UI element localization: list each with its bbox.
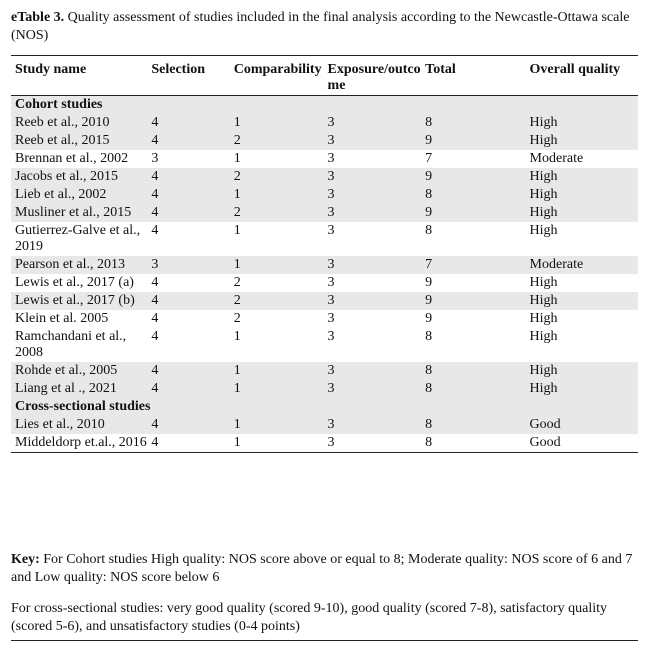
selection-score: 4 [147, 168, 229, 186]
table-row [11, 292, 638, 310]
quality-rating: High [526, 114, 638, 132]
comparability-score: 1 [230, 114, 324, 132]
quality-rating: High [529, 329, 558, 344]
exposure-score: 3 [324, 204, 422, 222]
comparability-score: 1 [230, 380, 324, 398]
exposure-score: 3 [327, 151, 335, 166]
study-name: Gutierrez-Galve et al., 2019 [15, 223, 141, 254]
exposure-score: 3 [327, 311, 335, 326]
table-label: eTable 3. [11, 10, 65, 25]
quality-rating: Moderate [529, 151, 584, 166]
selection-score: 4 [147, 380, 229, 398]
study-name: Klein et al. 2005 [15, 311, 109, 326]
table-row [11, 274, 638, 292]
quality-rating: High [529, 311, 558, 326]
exposure-score: 3 [327, 329, 335, 344]
quality-rating: High [526, 204, 638, 222]
study-name: Reeb et al., 2015 [11, 132, 147, 150]
study-name: Ramchandani et al., 2008 [15, 329, 127, 360]
exposure-score: 3 [324, 132, 422, 150]
total-score: 7 [421, 256, 525, 274]
comparability-score: 1 [233, 151, 241, 166]
bottom-rule [11, 640, 638, 641]
selection-score: 4 [151, 329, 159, 344]
total-score: 8 [421, 416, 525, 434]
comparability-score: 1 [233, 435, 241, 450]
comparability-score: 1 [230, 362, 324, 380]
comparability-score: 1 [230, 186, 324, 204]
selection-score: 4 [147, 204, 229, 222]
total-score: 8 [421, 114, 525, 132]
table-title: Quality assessment of studies included in the final analysis according to the Newcastle-Ottawa scale (NOS) [11, 10, 630, 43]
table-row [11, 186, 638, 204]
header-total: Total [425, 62, 456, 77]
key-text: For Cohort studies High quality: NOS score above or equal to 8; Moderate quality: NOS score of 6 and 7 and Low quality: NOS score below 6 [11, 552, 633, 585]
total-score: 9 [425, 275, 433, 290]
study-name: Pearson et al., 2013 [11, 256, 147, 274]
exposure-score: 3 [324, 168, 422, 186]
comparability-score: 2 [233, 311, 241, 326]
table-row [11, 222, 638, 256]
quality-rating: Good [526, 416, 638, 434]
table-caption [11, 9, 631, 45]
table-row [11, 256, 638, 274]
exposure-score: 3 [327, 275, 335, 290]
selection-score: 4 [147, 186, 229, 204]
study-name: Lies et al., 2010 [11, 416, 147, 434]
selection-score: 4 [151, 435, 159, 450]
quality-rating: High [529, 275, 558, 290]
selection-score: 4 [147, 132, 229, 150]
total-score: 8 [425, 223, 433, 238]
section-label-cohort: Cohort studies [11, 96, 638, 115]
quality-rating: High [526, 132, 638, 150]
table-row [11, 362, 638, 380]
total-score: 8 [425, 329, 433, 344]
header-exposure-outcome: Exposure/outcome [327, 62, 421, 93]
key-label: Key: [11, 552, 40, 567]
comparability-score: 1 [233, 329, 241, 344]
quality-rating: High [526, 186, 638, 204]
selection-score: 4 [147, 114, 229, 132]
comparability-score: 1 [230, 256, 324, 274]
header-row [11, 56, 638, 96]
quality-rating: Good [529, 435, 561, 450]
table-row [11, 204, 638, 222]
exposure-score: 3 [324, 256, 422, 274]
comparability-score: 2 [230, 168, 324, 186]
exposure-score: 3 [324, 380, 422, 398]
comparability-score: 2 [230, 292, 324, 310]
exposure-score: 3 [324, 416, 422, 434]
quality-rating: High [526, 362, 638, 380]
selection-score: 4 [151, 223, 159, 238]
study-name: Musliner et al., 2015 [11, 204, 147, 222]
total-score: 9 [421, 204, 525, 222]
quality-rating: High [526, 380, 638, 398]
study-name: Jacobs et al., 2015 [11, 168, 147, 186]
exposure-score: 3 [324, 114, 422, 132]
exposure-score: 3 [324, 186, 422, 204]
exposure-score: 3 [324, 362, 422, 380]
quality-rating: Moderate [526, 256, 638, 274]
study-name: Lieb et al., 2002 [11, 186, 147, 204]
selection-score: 3 [147, 256, 229, 274]
total-score: 8 [425, 435, 433, 450]
quality-table [11, 55, 638, 453]
study-name: Lewis et al., 2017 (a) [15, 275, 134, 290]
table-row [11, 310, 638, 328]
header-selection: Selection [151, 62, 205, 77]
study-name: Middeldorp et.al., 2016 [15, 435, 147, 450]
study-name: Rohde et al., 2005 [11, 362, 147, 380]
comparability-score: 1 [230, 416, 324, 434]
comparability-score: 1 [233, 223, 241, 238]
table-row [11, 168, 638, 186]
selection-score: 3 [151, 151, 159, 166]
study-name: Liang et al ., 2021 [11, 380, 147, 398]
table-row [11, 328, 638, 362]
selection-score: 4 [147, 362, 229, 380]
section-row-cross-sectional [11, 398, 638, 416]
total-score: 8 [421, 362, 525, 380]
total-score: 8 [421, 186, 525, 204]
section-label-cross-sectional: Cross-sectional studies [11, 398, 638, 416]
comparability-score: 2 [230, 132, 324, 150]
total-score: 9 [421, 168, 525, 186]
selection-score: 4 [147, 292, 229, 310]
section-row-cohort [11, 96, 638, 115]
comparability-score: 2 [230, 204, 324, 222]
total-score: 7 [425, 151, 433, 166]
study-name: Lewis et al., 2017 (b) [11, 292, 147, 310]
table-row [11, 416, 638, 434]
study-name: Brennan et al., 2002 [15, 151, 129, 166]
table-row [11, 434, 638, 453]
header-comparability: Comparability [233, 62, 322, 77]
exposure-score: 3 [327, 223, 335, 238]
selection-score: 4 [151, 311, 159, 326]
selection-score: 4 [147, 416, 229, 434]
comparability-score: 2 [233, 275, 241, 290]
table-key [11, 551, 641, 587]
quality-rating: High [529, 223, 558, 238]
table-row [11, 132, 638, 150]
selection-score: 4 [151, 275, 159, 290]
cross-sectional-note: For cross-sectional studies: very good quality (scored 9-10), good quality (scored 7-8), satisfactory quality (scored 5-6), and unsatisfactory studies (0-4 points) [11, 601, 608, 634]
exposure-score: 3 [324, 292, 422, 310]
study-name: Reeb et al., 2010 [11, 114, 147, 132]
table-row [11, 114, 638, 132]
exposure-score: 3 [327, 435, 335, 450]
total-score: 9 [425, 311, 433, 326]
total-score: 9 [421, 132, 525, 150]
table-row [11, 380, 638, 398]
header-study-name: Study name [15, 62, 87, 77]
quality-rating: High [526, 292, 638, 310]
table-row [11, 150, 638, 168]
header-overall-quality: Overall quality [529, 62, 621, 77]
quality-rating: High [526, 168, 638, 186]
total-score: 8 [421, 380, 525, 398]
total-score: 9 [421, 292, 525, 310]
